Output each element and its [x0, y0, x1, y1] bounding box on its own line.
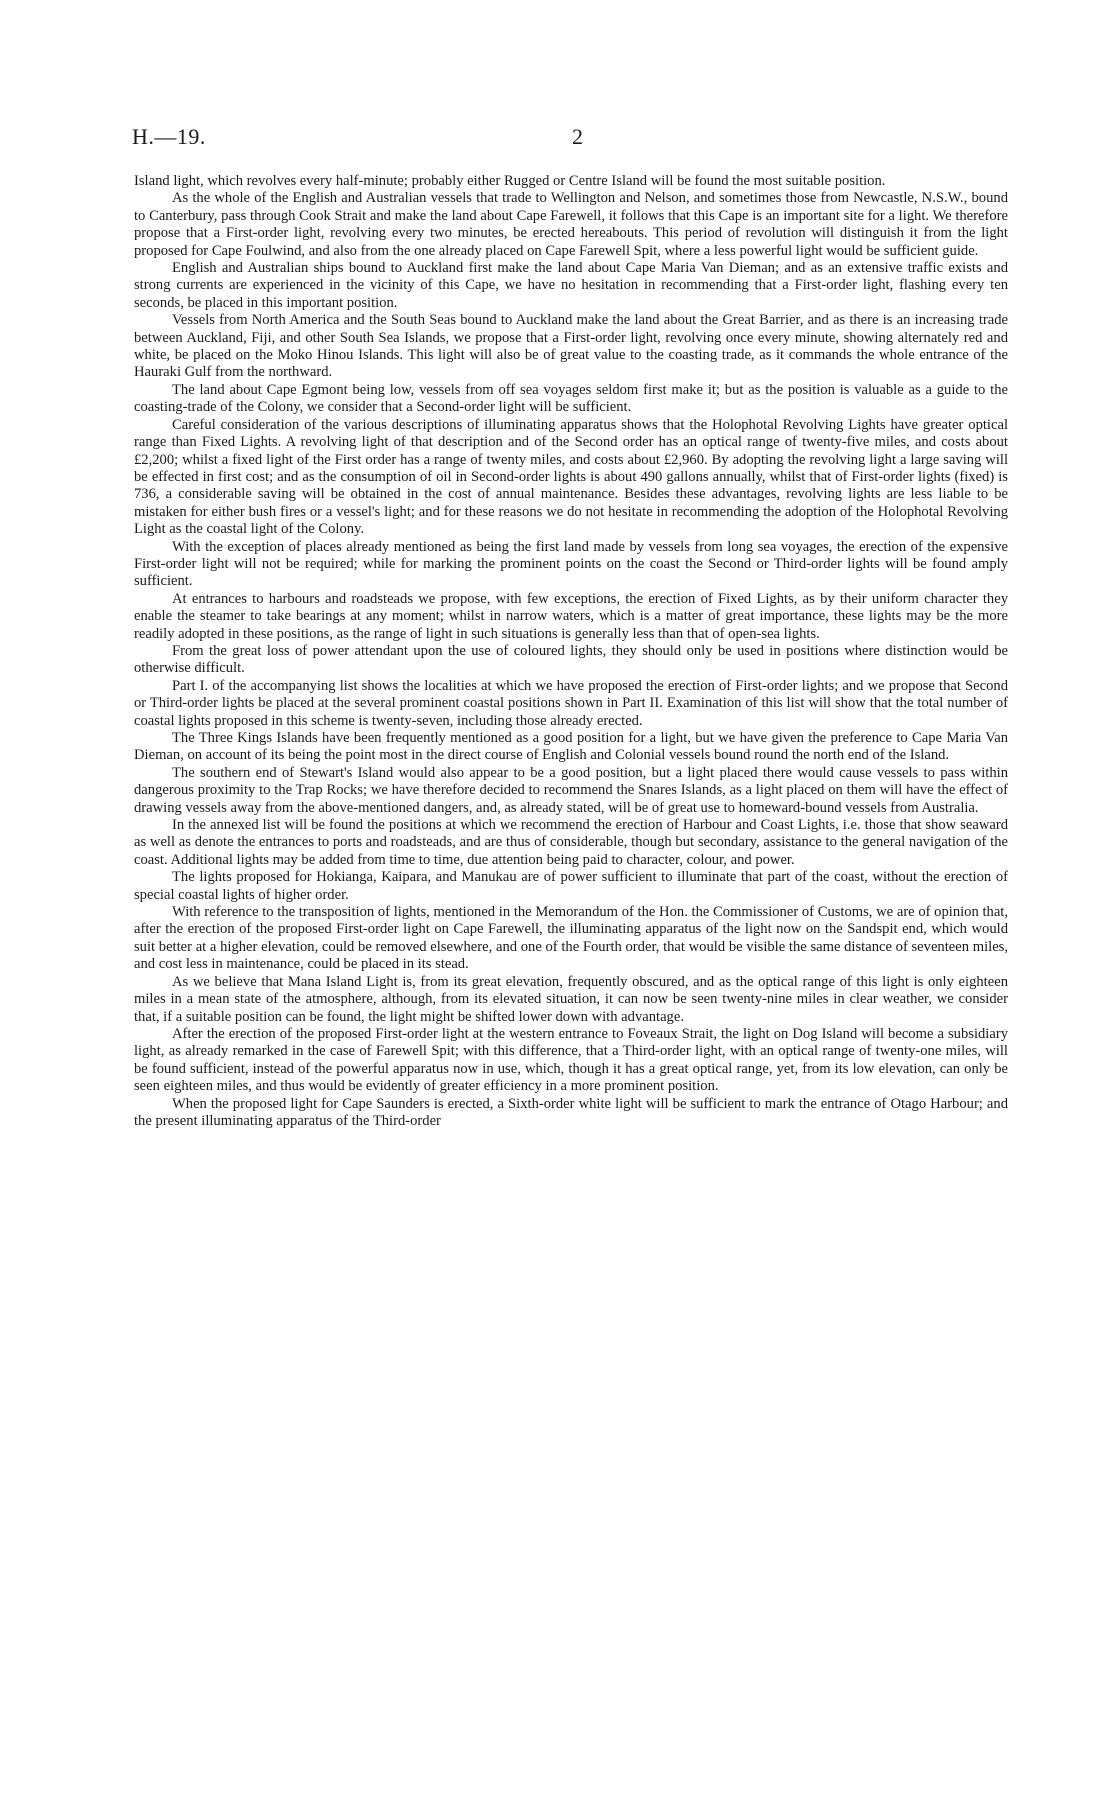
paragraph: When the proposed light for Cape Saunders is erected, a Sixth-order white light will be sufficient to mark the entrance of Otago Harbour; and the present illuminating apparatus of the Third-order [134, 1095, 1008, 1129]
paragraph: The southern end of Stewart's Island would also appear to be a good position, but a light placed there would cause vessels to pass within dangerous proximity to the Trap Rocks; we have therefore decided to recommend the Snares Islands, as a light placed on them will have the effect of drawing vessels away from the above-mentioned dangers, and, as already stated, will be of great use to homeward-bound vessels from Australia. [134, 764, 1008, 816]
paragraph: With the exception of places already mentioned as being the first land made by vessels from long sea voyages, the erection of the expensive First-order light will not be required; while for marking the prominent points on the coast the Second or Third-order lights will be found amply sufficient. [134, 538, 1008, 590]
paragraph: The land about Cape Egmont being low, vessels from off sea voyages seldom first make it; but as the position is valuable as a guide to the coasting-trade of the Colony, we consider that a Second-order light will be sufficient. [134, 381, 1008, 416]
page-number: 2 [572, 124, 583, 149]
paragraph: Vessels from North America and the South Seas bound to Auckland make the land about the Great Barrier, and as there is an increasing trade between Auckland, Fiji, and other South Sea Islands, we propose that a First-order light, revolving once every minute, showing alternately red and white, be placed on the Moko Hinou Islands. This light will also be of great value to the coasting trade, as it commands the whole entrance of the Hauraki Gulf from the northward. [134, 312, 1008, 381]
paragraph: The Three Kings Islands have been frequently mentioned as a good position for a light, but we have given the preference to Cape Maria Van Dieman, on account of its being the point most in the direct course of English and Colonial vessels bound round the north end of the Island. [134, 730, 1008, 764]
paragraph: Part I. of the accompanying list shows the localities at which we have proposed the erection of First-order lights; and we propose that Second or Third-order lights be placed at the several prominent coastal positions shown in Part II. Examination of this list will show that the total number of coastal lights proposed in this scheme is twenty-seven, including those already erected. [134, 677, 1008, 729]
paragraph: With reference to the transposition of lights, mentioned in the Memorandum of the Hon. the Commissioner of Customs, we are of opinion that, after the erection of the proposed First-order light on Cape Farewell, the illuminating apparatus of the light now on the Sandspit end, which would suit better at a higher elevation, could be removed elsewhere, and one of the Fourth order, that would be visible the same distance of seventeen miles, and cost less in maintenance, could be placed in its stead. [134, 904, 1008, 973]
paragraph: After the erection of the proposed First-order light at the western entrance to Foveaux Strait, the light on Dog Island will become a subsidiary light, as already remarked in the case of Farewell Spit; with this difference, that a Third-order light, with an optical range of twenty-one miles, will be found sufficient, instead of the powerful apparatus now in use, which, though it has a great optical range, yet, from its low elevation, can only be seen eighteen miles, and thus would be evidently of greater efficiency in a more prominent position. [134, 1025, 1008, 1095]
paragraph: As we believe that Mana Island Light is, from its great elevation, frequently obscured, and as the optical range of this light is only eighteen miles in a mean state of the atmosphere, although, from its elevated situation, it can now be seen twenty-nine miles in clear weather, we consider that, if a suitable position can be found, the light might be shifted lower down with advantage. [134, 973, 1008, 1025]
paragraph: Careful consideration of the various descriptions of illuminating apparatus shows that the Holophotal Revolving Lights have greater optical range than Fixed Lights. A revolving light of that description and of the Second order has an optical range of twenty-five miles, and costs about £2,200; whilst a fixed light of the First order has a range of twenty miles, and costs about £2,960. By adopting the revolving light a large saving will be effected in first cost; and as the consumption of oil in Second-order lights is about 490 gallons annually, whilst that of First-order lights (fixed) is 736, a considerable saving will be obtained in the cost of annual maintenance. Besides these advantages, revolving lights are less liable to be mistaken for either bush fires or a vessel's light; and for these reasons we do not hesitate in recommending the adoption of the Holophotal Revolving Light as the coastal light of the Colony. [134, 416, 1008, 538]
paragraph: Island light, which revolves every half-minute; probably either Rugged or Centre Island will be found the most suitable position. [134, 173, 886, 189]
paragraph: The lights proposed for Hokianga, Kaipara, and Manukau are of power sufficient to illuminate that part of the coast, without the erection of special coastal lights of higher order. [134, 869, 1008, 903]
paragraph: At entrances to harbours and roadsteads we propose, with few exceptions, the erection of Fixed Lights, as by their uniform character they enable the steamer to take bearings at any moment; whilst in narrow waters, which is a matter of great importance, these lights may be the more readily adopted in these positions, as the range of light in such situations is generally less than that of open-sea lights. [134, 590, 1008, 642]
page-header [132, 124, 1012, 154]
paragraph: In the annexed list will be found the positions at which we recommend the erection of Harbour and Coast Lights, i.e. those that show seaward as well as denote the entrances to ports and roadsteads, and are thus of considerable, though but secondary, assistance to the general navigation of the coast. Additional lights may be added from time to time, due attention being paid to character, colour, and power. [134, 817, 1008, 868]
body-text [134, 173, 1008, 1130]
paragraph: English and Australian ships bound to Auckland first make the land about Cape Maria Van Dieman; and as an extensive traffic exists and strong currents are experienced in the vicinity of this Cape, we have no hesitation in recommending that a First-order light, flashing every ten seconds, be placed in this important position. [134, 260, 1008, 311]
paragraph: From the great loss of power attendant upon the use of coloured lights, they should only be used in positions where distinction would be otherwise difficult. [134, 642, 1008, 677]
document-reference: H.—19. [132, 124, 206, 149]
paragraph: As the whole of the English and Australian vessels that trade to Wellington and Nelson, and sometimes those from Newcastle, N.S.W., bound to Canterbury, pass through Cook Strait and make the land about Cape Farewell, it follows that this Cape is an important site for a light. We therefore propose that a First-order light, revolving every two minutes, be erected hereabouts. This period of revolution will distinguish it from the light proposed for Cape Foulwind, and also from the one already placed on Cape Farewell Spit, where a less powerful light would be sufficient guide. [134, 190, 1008, 259]
